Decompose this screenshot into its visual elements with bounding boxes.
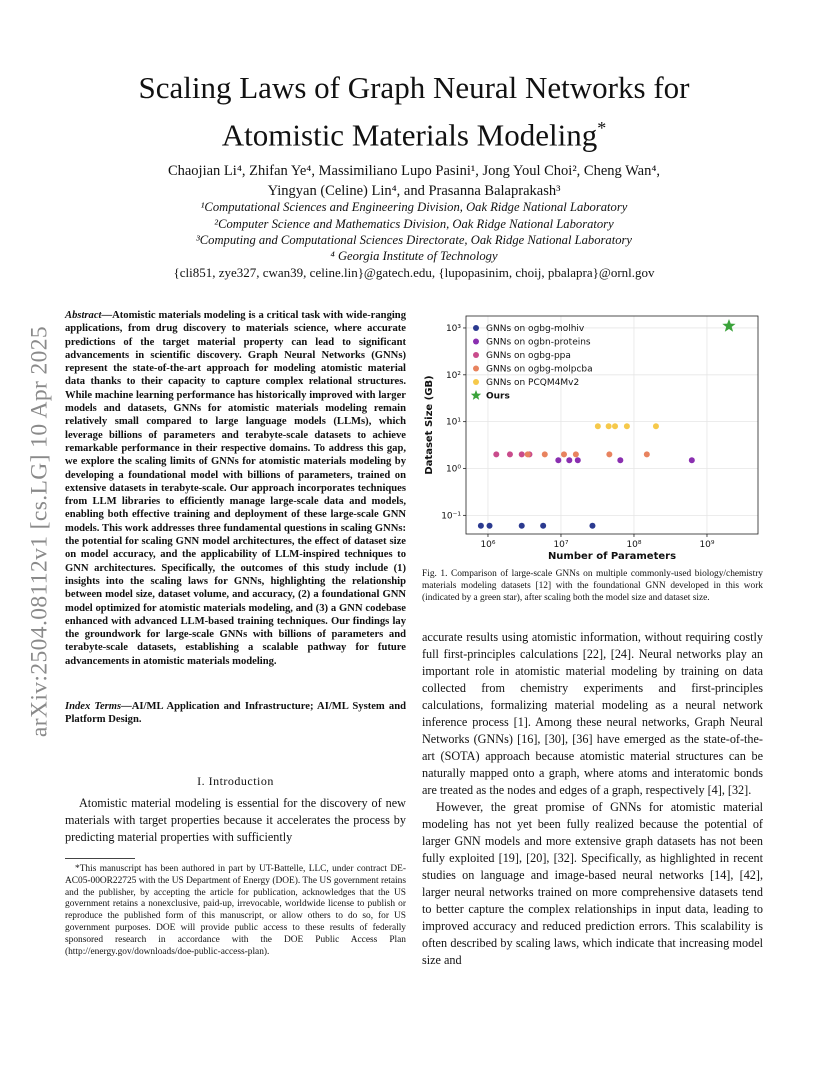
data-point bbox=[617, 457, 623, 463]
body-paragraph-2: However, the great promise of GNNs for atomistic material modeling has not yet been fully realized because the potential of larger GNN models and more extensive graph datasets has not been fully exploited [19], [20], [32]. Specifically, as highlighted in recent studies on language and image-based neural networks [14], [42], larger neural networks trained on more comprehensive datasets tend to better capture the complex relationships in input data, leading to improved accuracy and reduced prediction errors. This scalability is often described by scaling laws, which indicate that increasing model size and bbox=[422, 800, 763, 967]
data-point bbox=[478, 523, 484, 529]
y-axis-label: Dataset Size (GB) bbox=[424, 375, 435, 475]
author-list bbox=[60, 161, 768, 201]
data-point bbox=[689, 457, 695, 463]
chart-grid bbox=[466, 316, 758, 534]
legend-label: GNNs on PCQM4Mv2 bbox=[486, 378, 580, 388]
x-axis-label: Number of Parameters bbox=[547, 551, 677, 560]
data-point bbox=[606, 423, 612, 429]
y-tick-label: 10⁻¹ bbox=[441, 511, 461, 522]
footnote-divider bbox=[65, 858, 135, 859]
footnote: *This manuscript has been authored in part by UT-Battelle, LLC, under contract DE-AC05-00OR22725 with the US Department of Energy (DOE). The US government retains and the publisher, by accepting the article for publication, acknowledges that the US government retains a nonexclusive, paid-up, irrevocable, worldwide license to publish or reproduce the published form of this manuscript, or allow others to do so, for US government purposes. DOE will provide public access to these results of federally sponsored research in accordance with the DOE Public Access Plan (http://energy.gov/downloads/doe-public-access-plan). bbox=[65, 864, 406, 957]
legend-label: GNNs on ogbg-ppa bbox=[486, 351, 571, 361]
affiliation-2: ²Computer Science and Mathematics Division, Oak Ridge National Laboratory bbox=[214, 217, 614, 231]
legend-marker bbox=[473, 339, 479, 345]
data-point bbox=[653, 423, 659, 429]
y-tick-label: 10⁰ bbox=[445, 464, 461, 475]
data-point bbox=[575, 457, 581, 463]
legend-label: GNNs on ogbg-molpcba bbox=[486, 364, 593, 375]
data-point bbox=[542, 451, 548, 457]
data-point bbox=[487, 523, 493, 529]
x-tick-label: 10⁶ bbox=[480, 540, 496, 550]
affiliation-3: ³Computing and Computational Sciences Directorate, Oak Ridge National Laboratory bbox=[195, 233, 632, 247]
arxiv-identifier: arXiv:2504.08112v1 [cs.LG] 10 Apr 2025 bbox=[26, 325, 53, 738]
data-point bbox=[519, 523, 525, 529]
data-point bbox=[573, 451, 579, 457]
index-terms-text: —AI/ML Application and Infrastructure; AI/ML System and Platform Design. bbox=[65, 701, 406, 726]
legend-marker bbox=[473, 325, 479, 331]
data-point bbox=[644, 451, 650, 457]
index-terms bbox=[65, 700, 406, 727]
abstract-label: Abstract bbox=[65, 310, 102, 321]
data-point bbox=[555, 457, 561, 463]
paper-title bbox=[60, 68, 768, 155]
legend-marker bbox=[473, 352, 479, 358]
data-point bbox=[540, 523, 546, 529]
data-point bbox=[507, 451, 513, 457]
plot-frame bbox=[466, 316, 758, 534]
right-column-text bbox=[422, 629, 763, 969]
affiliation-1: ¹Computational Sciences and Engineering Division, Oak Ridge National Laboratory bbox=[200, 200, 628, 214]
x-tick-label: 10⁸ bbox=[626, 540, 642, 550]
axis-ticks bbox=[441, 324, 715, 550]
authors-line-1: Chaojian Li⁴, Zhifan Ye⁴, Massimiliano Lupo Pasini¹, Jong Youl Choi², Cheng Wan⁴, bbox=[167, 163, 661, 179]
affiliation-4: ⁴ Georgia Institute of Technology bbox=[330, 249, 498, 263]
title-line-1: Scaling Laws of Graph Neural Networks for bbox=[138, 70, 690, 105]
abstract-text: —Atomistic materials modeling is a critical task with wide-ranging applications, from drug discovery to materials science, where accurate predictions of the target material property can lead to significant advancements in scientific discovery. Graph Neural Networks (GNNs) represent the state-of-the-art approach for modeling atomistic material data thanks to their capacity to capture complex relational structures. While machine learning performance has historically improved with larger models and datasets, GNNs for atomistic materials modeling remain relatively small compared to large language models (LLMs), which leverage billions of parameters and terabyte-scale datasets to achieve remarkable performance in their respective domains. To address this gap, we explore the scaling limits of GNNs for atomistic materials modeling by developing a foundational model with billions of parameters, trained on extensive datasets in terabyte-scale. Our approach incorporates techniques from LLM libraries to efficiently manage large-scale data and models, enabling both effective training and deployment of these large-scale GNN models. This work addresses three fundamental questions in scaling GNNs: the potential for scaling GNN model architectures, the effect of dataset size on model accuracy, and the applicability of LLM-inspired techniques to GNN architectures. Specifically, the outcomes of this study include (1) insights into the scaling laws for GNNs, highlighting the relationship between model size, dataset volume, and accuracy, (2) a foundational GNN model optimized for atomistic materials modeling, and (3) a GNN codebase enhanced with advanced LLM-based training techniques. Our findings lay the groundwork for large-scale GNNs with billions of parameters and terabyte-scale datasets, establishing a scalable pathway for future advancements in atomistic materials modeling. bbox=[65, 310, 406, 667]
abstract bbox=[65, 309, 406, 668]
data-point bbox=[606, 451, 612, 457]
data-point bbox=[612, 423, 618, 429]
data-point bbox=[566, 457, 572, 463]
y-tick-label: 10³ bbox=[445, 323, 461, 334]
data-point bbox=[561, 451, 567, 457]
data-point bbox=[589, 523, 595, 529]
legend-label: GNNs on ogbn-proteins bbox=[486, 337, 591, 348]
title-footnote-mark: * bbox=[597, 118, 607, 138]
scaling-chart bbox=[420, 308, 764, 560]
index-terms-label: Index Terms bbox=[65, 701, 122, 712]
data-point bbox=[493, 451, 499, 457]
title-line-2: Atomistic Materials Modeling bbox=[221, 117, 598, 153]
data-point-star bbox=[722, 319, 735, 332]
author-emails: {cli851, zye327, cwan39, celine.lin}@gatech.edu, {lupopasinim, choij, pbalapra}@ornl.gov bbox=[173, 265, 655, 280]
legend-marker bbox=[473, 366, 479, 372]
data-point bbox=[624, 423, 630, 429]
introduction-paragraph: Atomistic material modeling is essential for the discovery of new materials with target properties because it accelerates the process by predicting material properties with sufficiently bbox=[65, 796, 406, 844]
legend-label: GNNs on ogbg-molhiv bbox=[486, 324, 585, 334]
figure-caption: Fig. 1. Comparison of large-scale GNNs on multiple commonly-used biology/chemistry materials modeling datasets [12] with the foundational GNN developed in this work (indicated by a green star), after scaling both the model size and dataset size. bbox=[422, 569, 763, 603]
y-tick-label: 10¹ bbox=[445, 417, 461, 428]
legend-marker bbox=[473, 379, 479, 385]
body-paragraph-1: accurate results using atomistic information, without requiring costly full first-principles calculations [22], [24]. Neural networks play an important role in atomistic material modeling by training on data collected from chemistry experiments and first-principles calculations, formalizing material modeling as a neural network inference process [1]. Among these neural networks, Graph Neural Networks (GNNs) [16], [30], [36] have emerged as the state-of-the-art (SOTA) approach because atomistic material structures can be naturally mapped onto a graph, where atoms and interatomic bonds are treated as the nodes and edges of a graph, respectively [4], [32]. bbox=[422, 630, 763, 797]
y-tick-label: 10² bbox=[445, 370, 461, 381]
chart-legend bbox=[471, 324, 593, 402]
x-tick-label: 10⁹ bbox=[699, 540, 715, 550]
data-point bbox=[525, 451, 531, 457]
data-point bbox=[519, 451, 525, 457]
data-point bbox=[595, 423, 601, 429]
section-heading-introduction: I. Introduction bbox=[197, 774, 274, 788]
x-tick-label: 10⁷ bbox=[553, 540, 569, 550]
authors-line-2: Yingyan (Celine) Lin⁴, and Prasanna Balaprakash³ bbox=[267, 183, 561, 199]
legend-label: Ours bbox=[486, 391, 510, 402]
legend-marker-star bbox=[471, 390, 481, 400]
